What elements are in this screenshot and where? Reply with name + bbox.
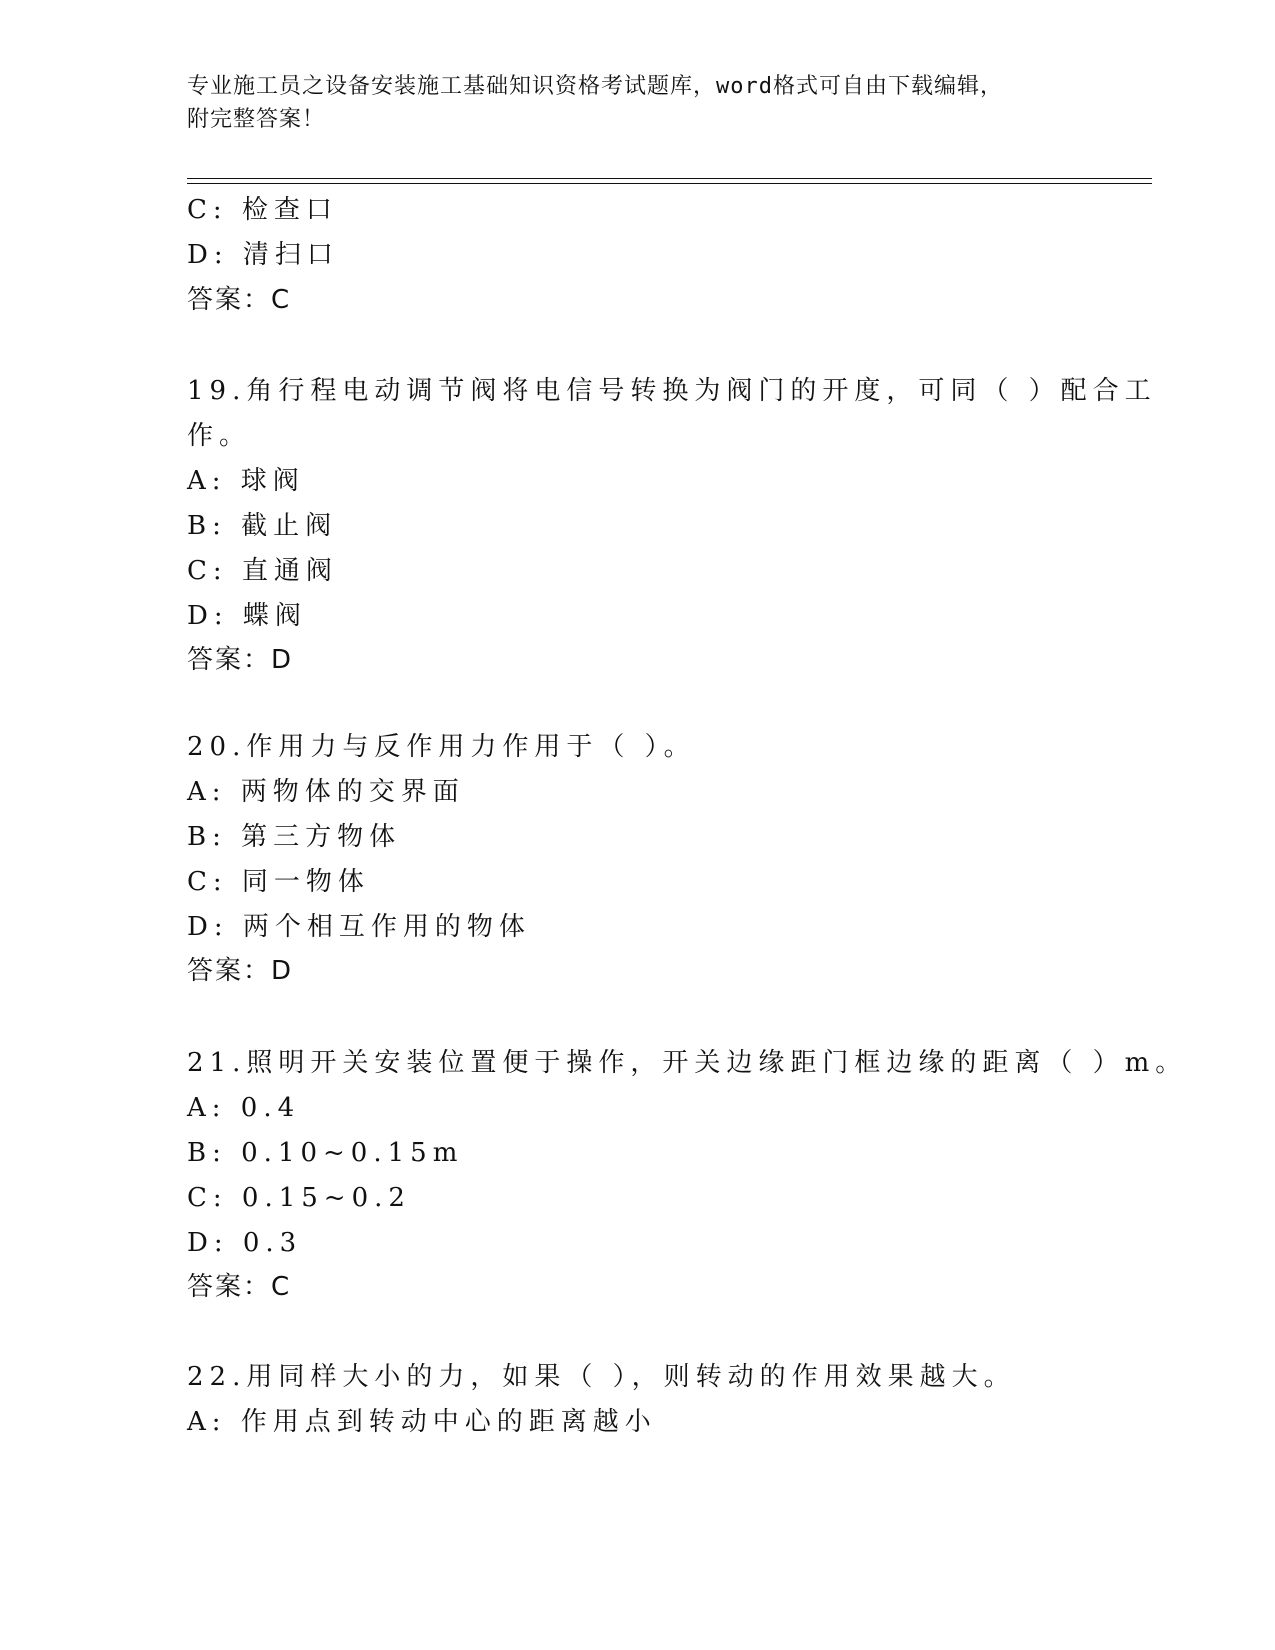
q20-option-c: C: 同一物体: [187, 867, 370, 897]
q21-option-a: A: 0.4: [187, 1093, 301, 1123]
q20-option-d: D: 两个相互作用的物体: [187, 912, 531, 942]
q21-option-d: D: 0.3: [187, 1228, 303, 1258]
prev-option-c: C: 检查口: [187, 195, 338, 225]
q22-option-a: A: 作用点到转动中心的距离越小: [187, 1407, 657, 1437]
q19-option-b: B: 截止阀: [187, 511, 338, 541]
q21-option-c: C: 0.15~0.2: [187, 1183, 411, 1213]
header-line-2: 附完整答案！: [187, 107, 326, 132]
q19-stem-line-1: 19.角行程电动调节阀将电信号转换为阀门的开度，可同（ ）配合工: [187, 376, 1157, 406]
prev-answer: 答案：C: [187, 285, 292, 315]
q21-option-b: B: 0.10~0.15m: [187, 1138, 464, 1168]
q20-stem: 20.作用力与反作用力作用于（ ）。: [187, 732, 696, 762]
document-header: [187, 70, 1087, 136]
q20-option-b: B: 第三方物体: [187, 822, 402, 852]
q21-answer: 答案：C: [187, 1272, 292, 1302]
prev-option-d: D: 清扫口: [187, 240, 339, 270]
header-line-1: 专业施工员之设备安装施工基础知识资格考试题库，word格式可自由下载编辑，: [187, 74, 1003, 99]
q19-answer: 答案：D: [187, 645, 294, 675]
q20-answer: 答案：D: [187, 956, 294, 986]
header-divider-top: [187, 178, 1152, 179]
q22-stem: 22.用同样大小的力，如果（ ），则转动的作用效果越大。: [187, 1362, 1016, 1392]
q19-option-d: D: 蝶阀: [187, 601, 307, 631]
q20-option-a: A: 两物体的交界面: [187, 777, 465, 807]
q19-option-c: C: 直通阀: [187, 556, 338, 586]
q21-stem: 21.照明开关安装位置便于操作，开关边缘距门框边缘的距离（ ）m。: [187, 1048, 1188, 1078]
q19-option-a: A: 球阀: [187, 466, 305, 496]
header-divider-bottom: [187, 183, 1152, 184]
q19-stem-line-2: 作。: [187, 421, 252, 451]
